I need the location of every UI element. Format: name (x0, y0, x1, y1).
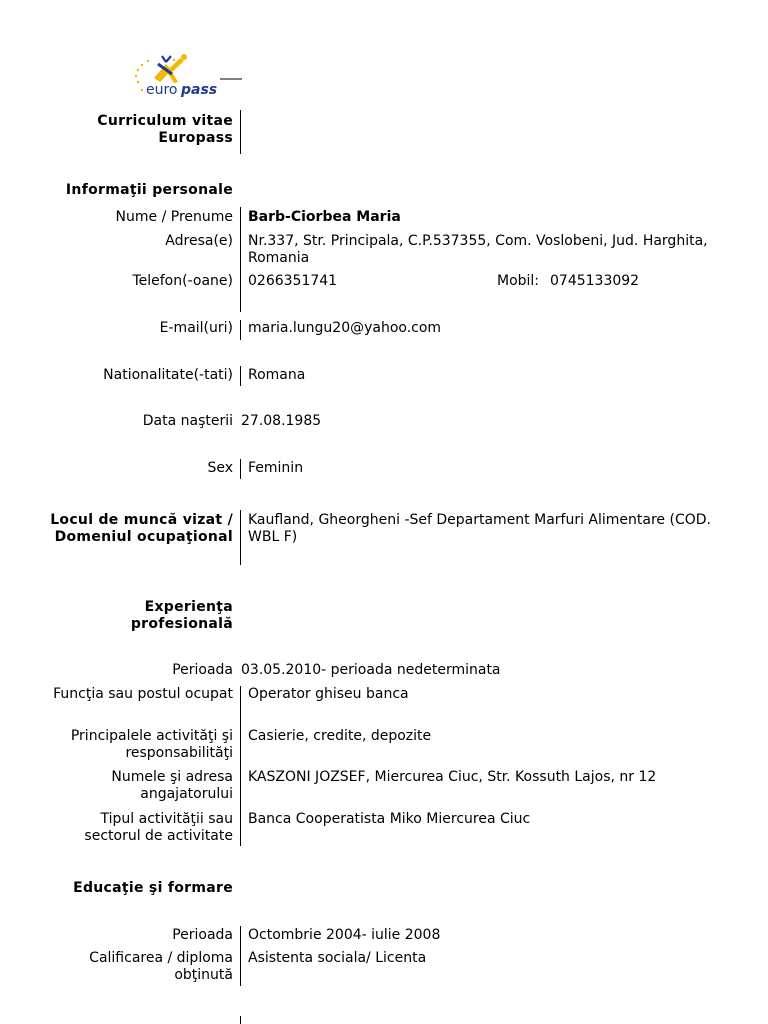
address-value: Nr.337, Str. Principala, C.P.537355, Com. Voslobeni, Jud. Harghita, Romania (248, 233, 708, 266)
column-divider (240, 366, 241, 386)
mobile-label: Mobil: (497, 273, 540, 289)
activities-value: Casierie, credite, depozite (248, 728, 432, 744)
section-education-heading: Educaţie şi formare (73, 880, 233, 896)
sector-value: Banca Cooperatista Miko Miercurea Ciuc (248, 811, 531, 827)
logo-text-euro: euro (146, 82, 178, 98)
column-divider (240, 207, 241, 312)
name-label: Nume / Prenume (115, 209, 233, 225)
mobile-value: 0745133092 (550, 273, 640, 289)
birth-label: Data naşterii (142, 413, 233, 429)
phone-label: Telefon(-oane) (132, 273, 233, 289)
europass-logo-graphic (132, 52, 244, 102)
qualification-label: Calificarea / diploma obţinută (89, 950, 233, 983)
job-value: Kaufland, Gheorgheni -Sef Departament Marfuri Alimentare (COD. WBL F) (248, 512, 711, 545)
address-label: Adresa(e) (165, 233, 233, 249)
position-value: Operator ghiseu banca (248, 686, 409, 702)
activities-label: Principalele activităţi şi responsabilităţi (70, 728, 233, 761)
email-value: maria.lungu20@yahoo.com (248, 320, 442, 336)
column-divider (240, 110, 241, 154)
position-label: Funcţia sau postul ocupat (53, 686, 233, 702)
column-divider (240, 320, 241, 340)
column-divider (240, 459, 241, 479)
experience-period-value: 03.05.2010- perioada nedeterminata (241, 662, 501, 678)
sector-label: Tipul activităţii sau sectorul de activitate (84, 811, 233, 844)
birth-value: 27.08.1985 (241, 413, 322, 429)
sex-label: Sex (207, 460, 233, 476)
employer-value: KASZONI JOZSEF, Miercurea Ciuc, Str. Kossuth Lajos, nr 12 (248, 769, 657, 785)
section-experience-heading: Experienţa profesională (130, 599, 233, 632)
column-divider (240, 686, 241, 846)
logo-text-pass: pass (181, 82, 218, 98)
education-period-label: Perioada (172, 927, 233, 943)
nationality-label: Nationalitate(-tati) (103, 367, 233, 383)
education-period-value: Octombrie 2004- iulie 2008 (248, 927, 441, 943)
column-divider (240, 1016, 241, 1024)
cv-title-line2: Europass (158, 130, 233, 146)
email-label: E-mail(uri) (159, 320, 233, 336)
column-divider (240, 926, 241, 986)
column-divider (240, 510, 241, 565)
cv-title-line1: Curriculum vitae (97, 113, 233, 129)
section-personal-heading: Informaţii personale (65, 182, 233, 198)
section-job-heading: Locul de muncă vizat / Domeniul ocupaţional (50, 512, 233, 545)
phone-value: 0266351741 (248, 273, 338, 289)
qualification-value: Asistenta sociala/ Licenta (248, 950, 427, 966)
name-value: Barb-Ciorbea Maria (248, 209, 401, 225)
cv-title (18, 113, 233, 147)
experience-period-label: Perioada (172, 662, 233, 678)
nationality-value: Romana (248, 367, 306, 383)
employer-label: Numele şi adresa angajatorului (111, 769, 233, 802)
europass-logo (132, 52, 244, 102)
sex-value: Feminin (248, 460, 304, 476)
